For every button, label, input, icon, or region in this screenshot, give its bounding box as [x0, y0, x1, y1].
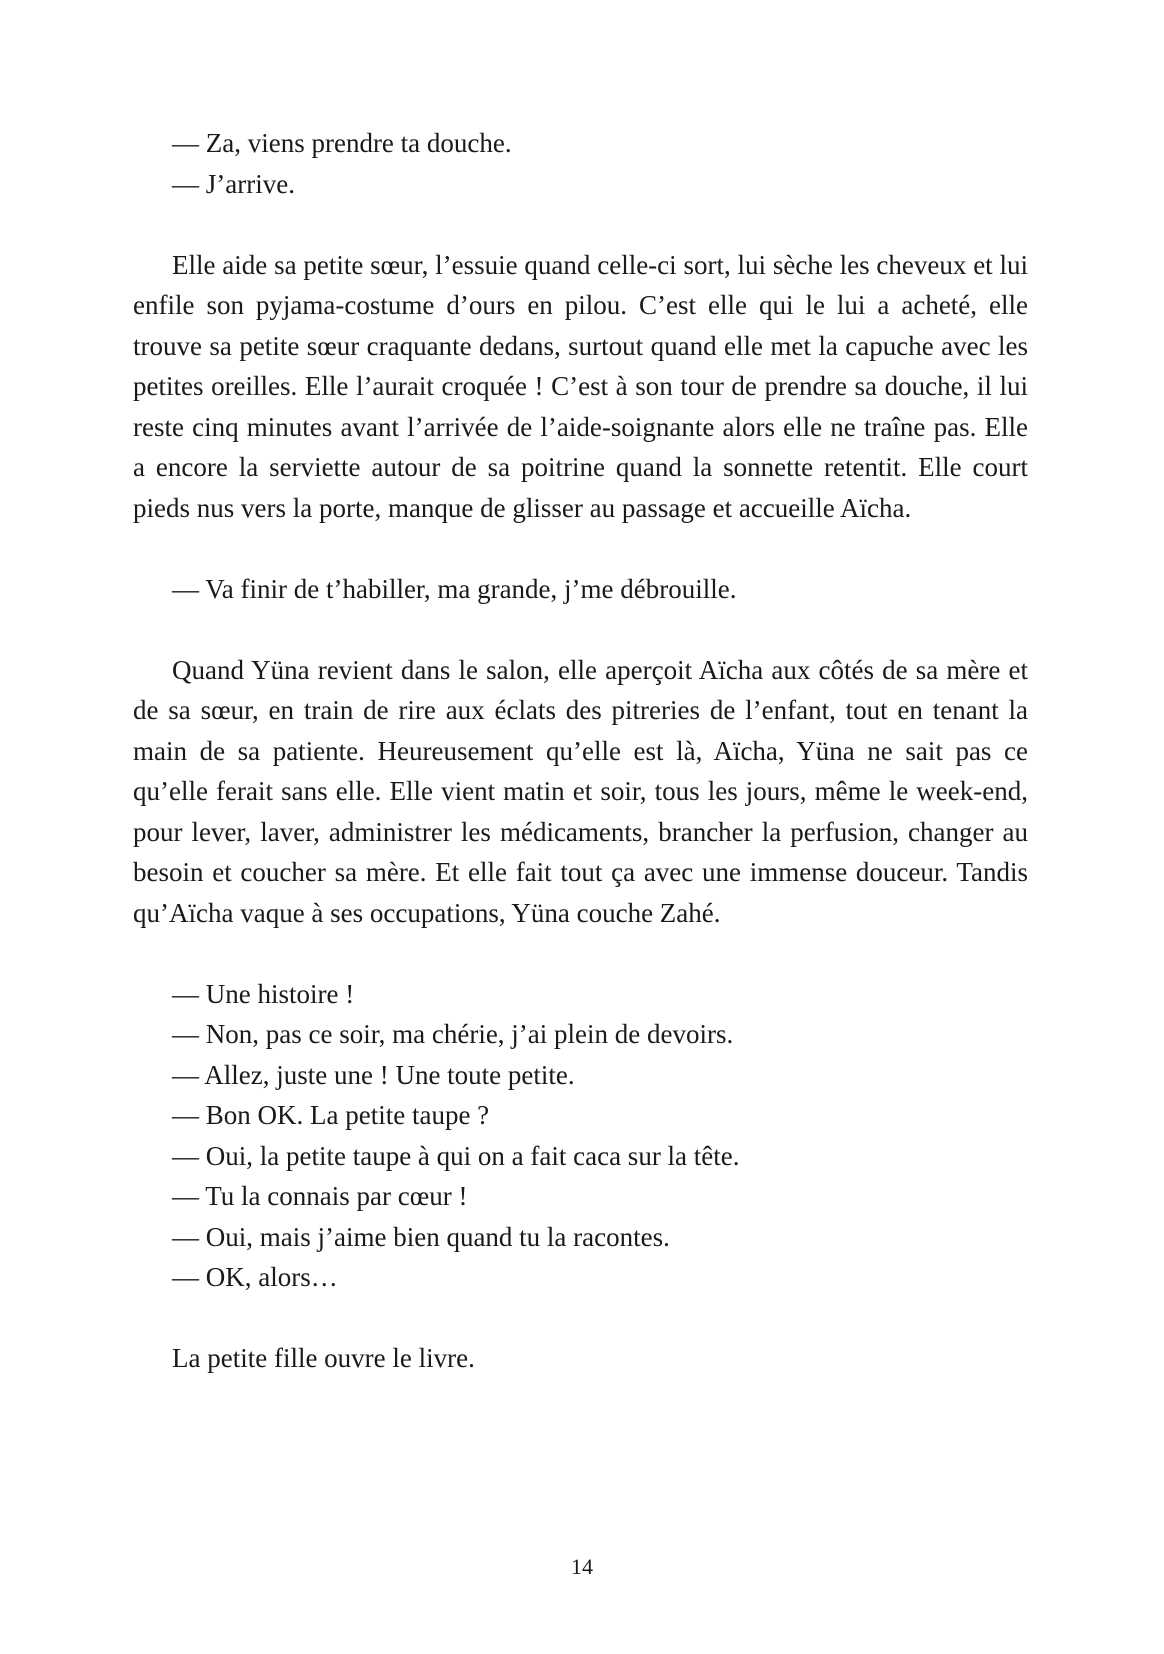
- paragraph-spacer: [133, 204, 1028, 245]
- dialogue-line: — Oui, mais j’aime bien quand tu la racontes.: [172, 1221, 670, 1252]
- page-number: 14: [571, 1554, 593, 1579]
- dialogue-line: — Oui, la petite taupe à qui on a fait caca sur la tête.: [172, 1140, 740, 1171]
- narrative-paragraph: Quand Yüna revient dans le salon, elle aperçoit Aïcha aux côtés de sa mère et de sa sœur, en train de rire aux éclats des pitreries de l’enfant, tout en tenant la main de sa patiente. Heureusement qu’elle est là, Aïcha, Yüna ne sait pas ce qu’elle ferait sans elle. Elle vient matin et soir, tous les jours, même le week-end, pour lever, laver, administrer les médicaments, brancher la perfusion, changer au besoin et coucher sa mère. Et elle fait tout ça avec une immense douceur. Tandis qu’Aïcha vaque à ses occupations, Yüna couche Zahé.: [133, 654, 1028, 928]
- dialogue-line: — OK, alors…: [172, 1262, 338, 1292]
- dialogue-line: — J’arrive.: [172, 168, 295, 199]
- paragraph-spacer: [133, 1298, 1028, 1339]
- dialogue-line: — Za, viens prendre ta douche.: [172, 128, 512, 158]
- paragraph-spacer: [133, 609, 1028, 650]
- dialogue-line: — Une histoire !: [172, 978, 355, 1009]
- dialogue-line: — Bon OK. La petite taupe ?: [172, 1100, 490, 1130]
- dialogue-line: — Allez, juste une ! Une toute petite.: [172, 1059, 575, 1090]
- paragraph-spacer: [133, 933, 1028, 974]
- dialogue-line: — Va finir de t’habiller, ma grande, j’me débrouille.: [172, 573, 737, 604]
- page-text: [133, 123, 1028, 1379]
- closing-line: La petite fille ouvre le livre.: [172, 1343, 475, 1373]
- dialogue-line: — Non, pas ce soir, ma chérie, j’ai plein de devoirs.: [172, 1019, 734, 1049]
- paragraph-spacer: [133, 528, 1028, 569]
- narrative-paragraph: Elle aide sa petite sœur, l’essuie quand celle-ci sort, lui sèche les cheveux et lui enfile son pyjama-costume d’ours en pilou. C’est elle qui le lui a acheté, elle trouve sa petite sœur craquante dedans, surtout quand elle met la capuche avec les petites oreilles. Elle l’aurait croquée ! C’est à son tour de prendre sa douche, il lui reste cinq minutes avant l’arrivée de l’aide-soignante alors elle ne traîne pas. Elle a encore la serviette autour de sa poitrine quand la sonnette retentit. Elle court pieds nus vers la porte, manque de glisser au passage et accueille Aïcha.: [133, 249, 1028, 523]
- dialogue-line: — Tu la connais par cœur !: [172, 1181, 468, 1211]
